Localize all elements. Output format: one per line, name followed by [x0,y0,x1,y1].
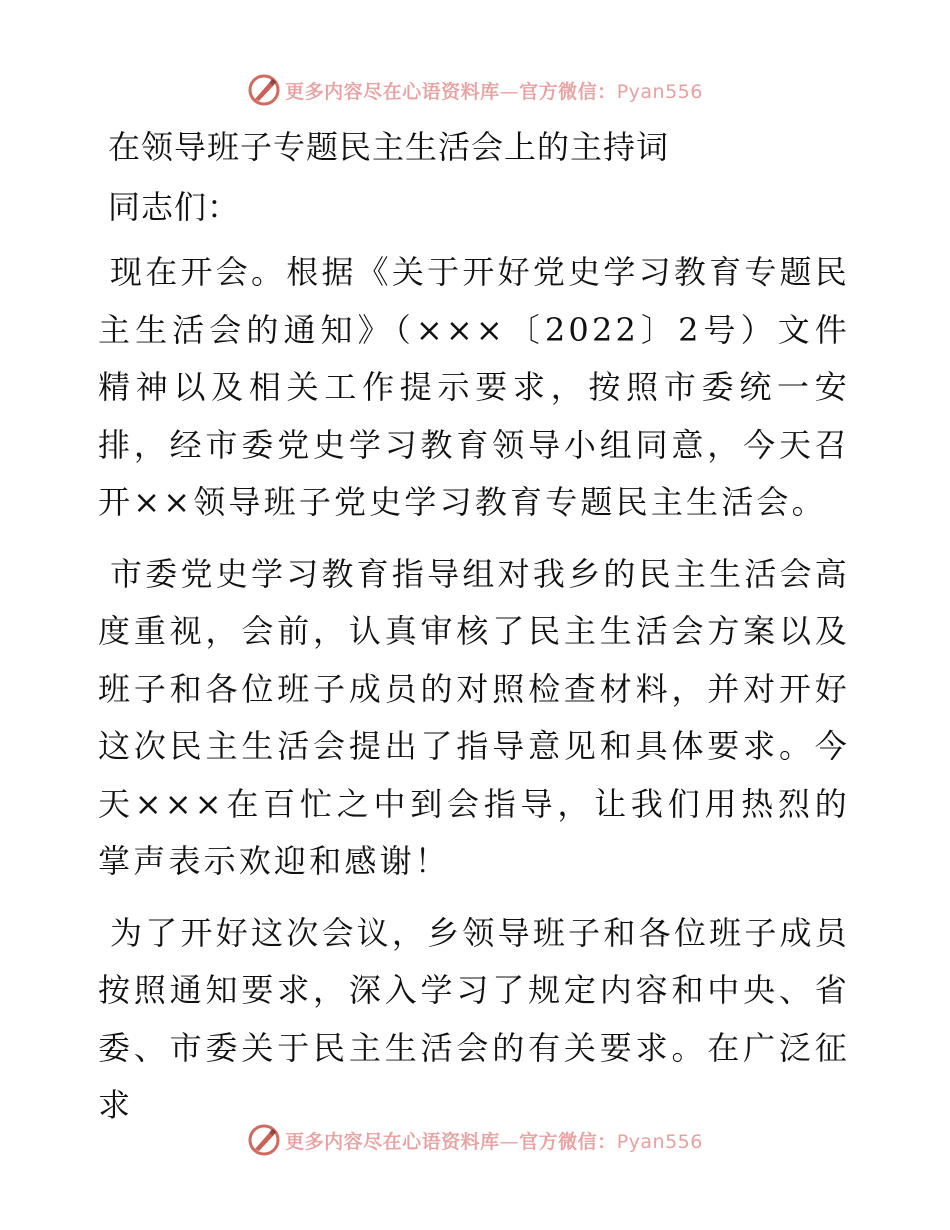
watermark-wechat-label: 官方微信： [519,1130,617,1153]
paragraph-1: 现在开会。根据《关于开好党史学习教育专题民主生活会的通知》（×××〔2022〕2号）文件精神以及相关工作提示要求，按照市委统一安排，经市委党史学习教育领导小组同意，今天召开××领导班子党史学习教育专题民主生活会。 [98,253,850,521]
greeting: 同志们： [108,188,241,226]
watermark-banner-bottom [0,1120,950,1160]
pen-logo-icon [247,1123,281,1157]
watermark-text [285,77,703,104]
watermark-main: 更多内容尽在心语资料库 [285,1130,500,1153]
watermark-main: 更多内容尽在心语资料库 [285,80,500,103]
watermark-text [285,1127,703,1154]
watermark-wechat-label: 官方微信： [519,80,617,103]
watermark-separator: — [499,1130,520,1153]
pen-logo-icon [247,73,281,107]
watermark-separator: — [499,80,520,103]
paragraph-2: 市委党史学习教育指导组对我乡的民主生活会高度重视，会前，认真审核了民主生活会方案以及班子和各位班子成员的对照检查材料，并对开好这次民主生活会提出了指导意见和具体要求。今天×××在百忙之中到会指导，让我们用热烈的掌声表示欢迎和感谢！ [98,554,850,880]
document-body [98,120,850,1149]
document-title: 在领导班子专题民主生活会上的主持词 [108,128,670,166]
watermark-banner-top [0,70,950,110]
watermark-wechat-id: Pyan556 [616,80,703,103]
paragraph-3: 为了开好这次会议，乡领导班子和各位班子成员按照通知要求，深入学习了规定内容和中央、省委、市委关于民主生活会的有关要求。在广泛征求 [98,913,850,1124]
watermark-wechat-id: Pyan556 [616,1130,703,1153]
